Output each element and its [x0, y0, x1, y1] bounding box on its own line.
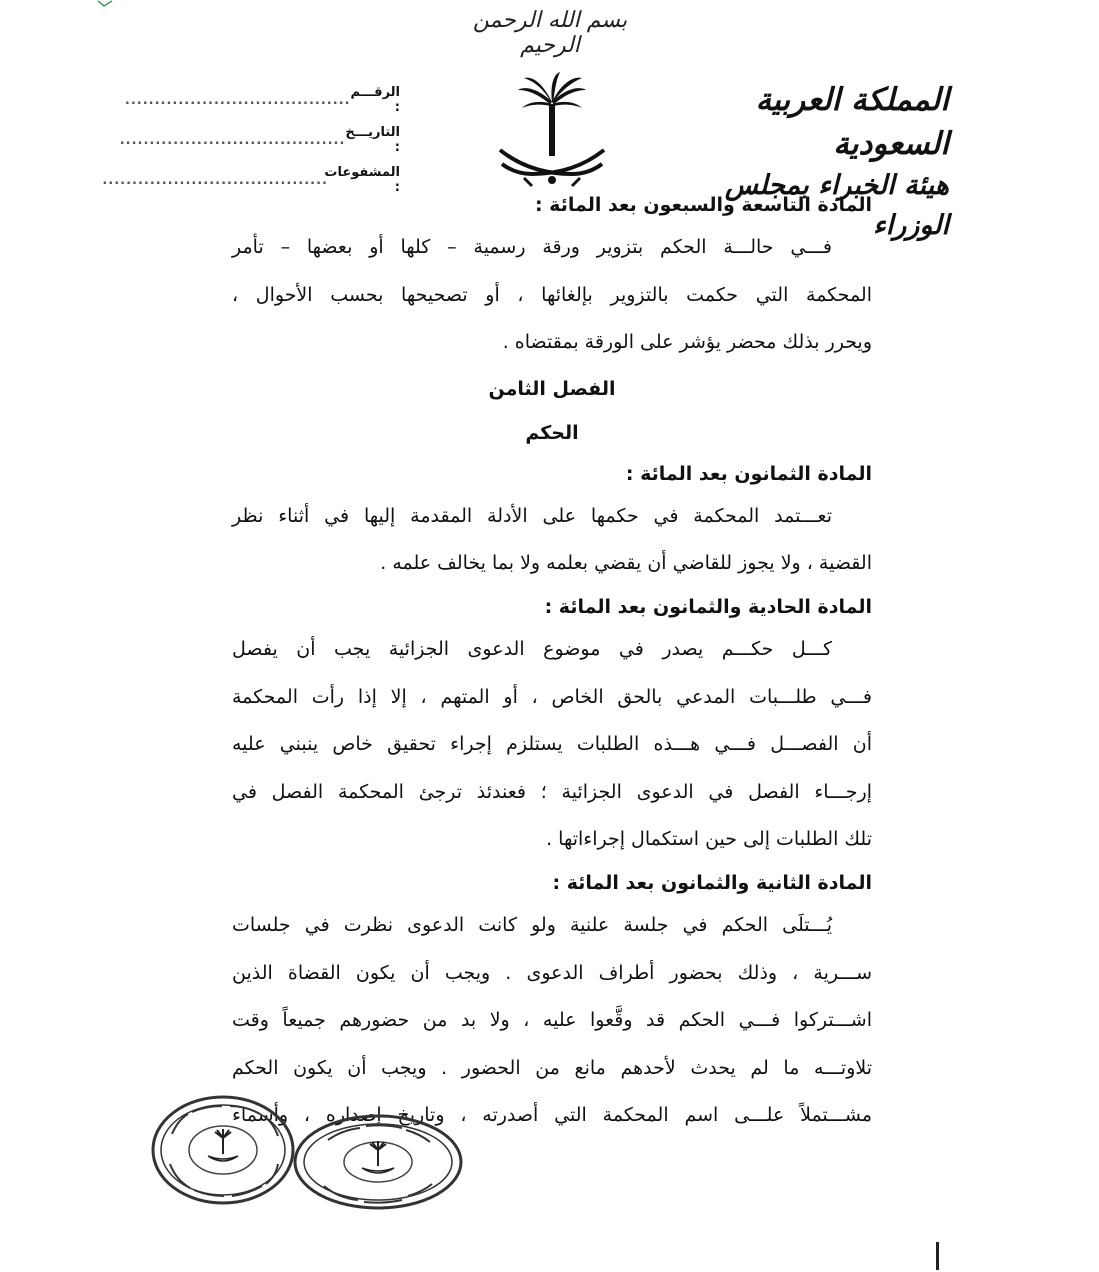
article-182-line: تلاوتـــه ما لم يحدث لأحدهم مانع من الحضور . ويجب أن يكون الحكم	[232, 1056, 872, 1079]
palm-swords-emblem-icon	[494, 70, 610, 194]
ref-number-field: ......................................	[124, 92, 351, 108]
chapter-number: الفصل الثامن	[488, 377, 616, 400]
article-182-line: اشـــتركوا فـــي الحكم قد وقَّعوا عليه ، ولا بد من حضورهم جميعاً وقت	[232, 1009, 872, 1032]
article-179-line: ويحرر بذلك محضر يؤشر على الورقة بمقتضاه .	[502, 331, 872, 354]
org-name-experts: هيئة الخبراء بمجلس الوزراء	[724, 170, 949, 241]
ref-date-field: ......................................	[119, 132, 346, 148]
ref-date-row	[119, 120, 400, 160]
article-179-line: المحكمة التي حكمت بالتزوير بإلغائها ، أو تصحيحها بحسب الأحوال ،	[232, 283, 872, 306]
article-181-line: أن الفصـــل فـــي هـــذه الطلبات يستلزم إجراء تحقيق خاص ينبني عليه	[232, 733, 872, 756]
ref-date-label: التاريـــخ :	[345, 125, 400, 155]
document-body	[232, 186, 872, 1140]
basmala: بسم الله الرحمن الرحيم	[472, 8, 628, 58]
corner-mark	[96, 0, 114, 8]
article-181-line: فـــي طلـــبات المدعي بالحق الخاص ، أو المتهم ، إلا إذا رأت المحكمة	[232, 685, 872, 708]
page-margin-mark	[936, 1242, 939, 1270]
chapter-title: الحكم	[525, 421, 579, 444]
article-182-line: مشـــتملاً علـــى اسم المحكمة التي أصدرته ، وتاريخ إصداره ، وأسماء	[232, 1104, 872, 1127]
ref-number-row	[124, 80, 400, 120]
article-179-line: فـــي حالـــة الحكم بتزوير ورقة رسمية – كلها أو بعضها – تأمر	[232, 236, 832, 258]
article-182-line: يُـــتلَى الحكم في جلسة علنية ولو كانت الدعوى نظرت في جلسات	[232, 913, 832, 936]
ref-attachments-field: ......................................	[102, 172, 328, 188]
article-181-line: كـــل حكـــم يصدر في موضوع الدعوى الجزائية يجب أن يفصل	[232, 637, 832, 660]
article-182-line: ســـرية ، وذلك بحضور أطراف الدعوى . ويجب أن يكون القضاة الذين	[232, 961, 872, 984]
article-180-heading: المادة الثمانون بعد المائة :	[625, 462, 872, 485]
article-182-heading: المادة الثانية والثمانون بعد المائة :	[552, 871, 872, 894]
article-179-heading: المادة التاسعة والسبعون بعد المائة :	[534, 194, 872, 216]
article-181-line: تلك الطلبات إلى حين استكمال إجراءاتها .	[546, 828, 872, 851]
experts-commission-stamp	[292, 1112, 464, 1212]
article-180-line: القضية ، ولا يجوز للقاضي أن يقضي بعلمه ولا بما يخالف علمه .	[380, 552, 872, 575]
ref-attachments-label: المشفوعات :	[324, 165, 400, 195]
article-181-line: إرجـــاء الفصل في الدعوى الجزائية ؛ فعندئذ ترجئ المحكمة الفصل في	[232, 780, 872, 803]
reference-fields	[102, 80, 400, 200]
org-name-kingdom: المملكة العربية السعودية	[755, 82, 949, 162]
article-180-line: تعـــتمد المحكمة في حكمها على الأدلة المقدمة إليها في أثناء نظر	[232, 504, 832, 527]
general-secretariat-stamp	[150, 1094, 296, 1206]
article-181-heading: المادة الحادية والثمانون بعد المائة :	[544, 595, 872, 618]
ref-number-label: الرقـــم :	[350, 85, 400, 115]
